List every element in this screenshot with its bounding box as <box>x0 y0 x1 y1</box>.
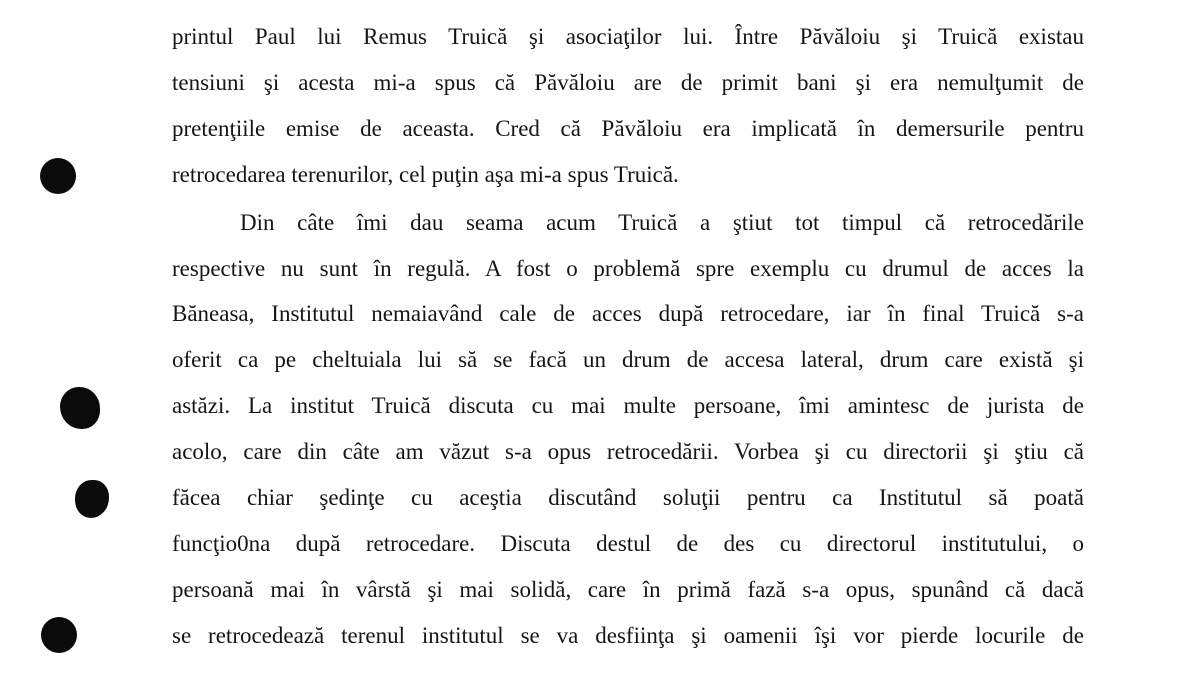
punch-hole-3 <box>75 480 109 518</box>
text-line: respective nu sunt în regulă. A fost o problemă spre exemplu cu drumul de acces la <box>172 255 1084 281</box>
text-line: retrocedarea terenurilor, cel puţin aşa mi-a spus Truică. <box>172 161 679 187</box>
text-line: oferit ca pe cheltuiala lui să se facă un drum de accesa lateral, drum care există şi <box>172 347 1084 373</box>
text-line: tensiuni şi acesta mi-a spus că Păvăloiu are de primit bani şi era nemulţumit de <box>172 69 1084 95</box>
paragraph-first-line: Din câte îmi dau seama acum Truică a ştiut tot timpul că retrocedările <box>240 209 1084 235</box>
text-line: Băneasa, Institutul nemaiavând cale de acces după retrocedare, iar în final Truică s-a <box>172 301 1084 327</box>
punch-hole-4 <box>41 617 77 653</box>
text-line: făcea chiar şedinţe cu aceştia discutând soluţii pentru ca Institutul să poată <box>172 485 1084 511</box>
text-line: pretenţiile emise de aceasta. Cred că Păvăloiu era implicată în demersurile pentru <box>172 115 1084 141</box>
document-body <box>172 14 1084 659</box>
text-line: printul Paul lui Remus Truică şi asociaţilor lui. Între Păvăloiu şi Truică existau <box>172 24 1084 49</box>
text-line: persoană mai în vârstă şi mai solidă, care în primă fază s-a opus, spunând că dacă <box>172 576 1084 602</box>
punch-hole-1 <box>40 158 76 194</box>
text-line: se retrocedează terenul institutul se va desfiinţa şi oamenii îşi vor pierde locurile de <box>172 622 1084 648</box>
text-line: astăzi. La institut Truică discuta cu mai multe persoane, îmi amintesc de jurista de <box>172 393 1084 419</box>
punch-hole-2 <box>60 387 100 429</box>
text-line: acolo, care din câte am văzut s-a opus retrocedării. Vorbea şi cu directorii şi ştiu că <box>172 439 1084 465</box>
text-line: funcţio0na după retrocedare. Discuta destul de des cu directorul institutului, o <box>172 530 1084 556</box>
